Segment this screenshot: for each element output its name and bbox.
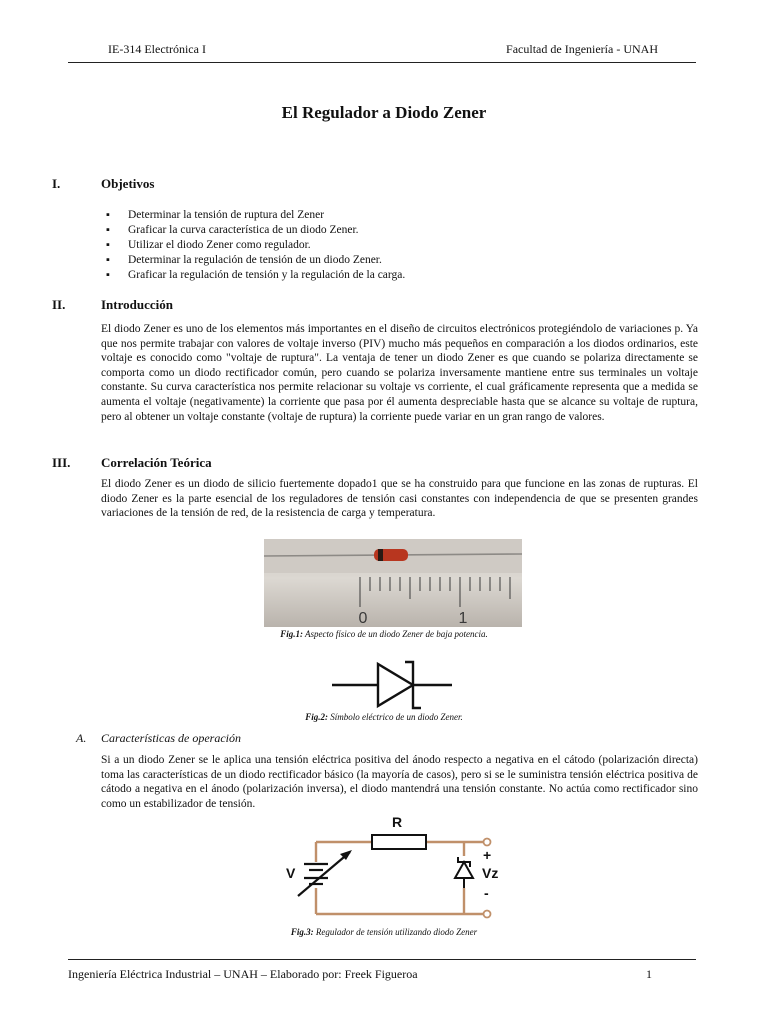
minus-sign: -: [484, 885, 489, 901]
ruler-label-0: 0: [358, 610, 368, 627]
resistor-label: R: [391, 814, 403, 830]
ruler-label-1: 1: [458, 610, 468, 627]
section-2-number: II.: [52, 297, 66, 312]
fig2-label: Fig.2:: [305, 712, 329, 722]
list-item: ▪ Utilizar el diodo Zener como regulador.: [104, 238, 664, 253]
subsection-a-title: Características de operación: [101, 731, 241, 745]
fig1-caption-text: Aspecto físico de un diodo Zener de baja potencia.: [302, 629, 488, 639]
zener-photo: [264, 539, 522, 627]
fig2-caption-text: Símbolo eléctrico de un diodo Zener.: [328, 712, 463, 722]
header-faculty: Facultad de Ingeniería - UNAH: [506, 42, 658, 56]
fig1-caption: [0, 629, 768, 639]
plus-sign: +: [483, 847, 492, 863]
diode-triangle: [378, 664, 413, 706]
section-1-number: I.: [52, 176, 61, 191]
zener-voltage-label: Vz: [482, 865, 499, 881]
fig3-caption-text: Regulador de tensión utilizando diodo Zener: [313, 927, 478, 937]
list-item: ▪ Graficar la curva característica de un diodo Zener.: [104, 223, 664, 238]
correlation-paragraph: El diodo Zener es un diodo de silicio fuertemente dopado1 que se ha construido para que funcione en las zonas de rupturas. El diodo Zener es la parte esencial de los reguladores de tensión casi constantes con independencia de que se presenten grandes variaciones de la tensión de red, de la resistencia de carga y temperatura.: [101, 478, 698, 520]
page-title: El Regulador a Diodo Zener: [281, 103, 487, 122]
section-3-title: Correlación Teórica: [101, 455, 212, 470]
operation-paragraph: Si a un diodo Zener se le aplica una tensión eléctrica positiva del ánodo respecto a negativa en el cátodo (polarización directa) toma las características de un diodo rectificador básico (la mayoría de casos), pero si se le suministra tensión eléctrica positiva de cátodo a negativa en el ánodo (polarización inversa), el diodo mantendrá una tensión constante. No actúa como rectificador sino como un estabilizador de tensión.: [101, 754, 698, 810]
section-3-number: III.: [52, 455, 71, 470]
fig3-caption: [0, 927, 768, 937]
list-item: ▪ Determinar la regulación de tensión de un diodo Zener.: [104, 253, 664, 268]
section-2-title: Introducción: [101, 297, 173, 312]
fig1-label: Fig.1:: [280, 629, 303, 639]
source-label: V: [286, 865, 296, 881]
zener-symbol: [330, 658, 454, 712]
zener-diode: [455, 857, 473, 888]
header-course: IE-314 Electrónica I: [108, 42, 206, 56]
diode-cathode-band: [378, 549, 383, 561]
footer-author: Ingeniería Eléctrica Industrial – UNAH – Elaborado por: Freek Figueroa: [68, 967, 418, 981]
output-terminal-top: [484, 839, 491, 846]
footer-divider: [68, 959, 696, 960]
page-number: 1: [646, 967, 652, 981]
fig3-label: Fig.3:: [290, 927, 314, 937]
subsection-a-number: A.: [76, 731, 87, 745]
regulator-circuit: [276, 812, 506, 924]
variable-source: [298, 852, 350, 896]
header-divider: [68, 62, 696, 63]
list-item: ▪ Graficar la regulación de tensión y la regulación de la carga.: [104, 268, 664, 283]
list-item: ▪ Determinar la tensión de ruptura del Zener: [104, 208, 664, 223]
section-1-title: Objetivos: [101, 176, 155, 191]
output-terminal-bottom: [484, 911, 491, 918]
intro-paragraph: El diodo Zener es uno de los elementos más importantes en el diseño de circuitos electrónicos protegiéndolo de variaciones p. Ya que nos permite trabajar con valores de voltaje inverso (PIV) mucho más pequeños en comparación a los diodos ordinarios, este voltaje es conocido como "voltaje de ruptura". La ventaja de tener un diodo Zener es que cuando se polariza directamente se comporta como un diodo rectificador común, pero cuando se polariza inversamente mantiene entre sus terminales un voltaje constante. Su curva característica nos permite relacionar su voltaje vs corriente, el cual gráficamente representa que a medida se aumenta el voltaje (negativamente) la corriente que pasa por él aumenta despreciable hasta que se alcance su voltaje de ruptura, pero al obtener un voltaje constante (voltaje de ruptura) la corriente puede variar en un gran rango de valores.: [101, 323, 698, 423]
fig2-caption: [0, 712, 768, 722]
resistor-r: [372, 835, 426, 849]
objectives-list: [104, 208, 664, 283]
